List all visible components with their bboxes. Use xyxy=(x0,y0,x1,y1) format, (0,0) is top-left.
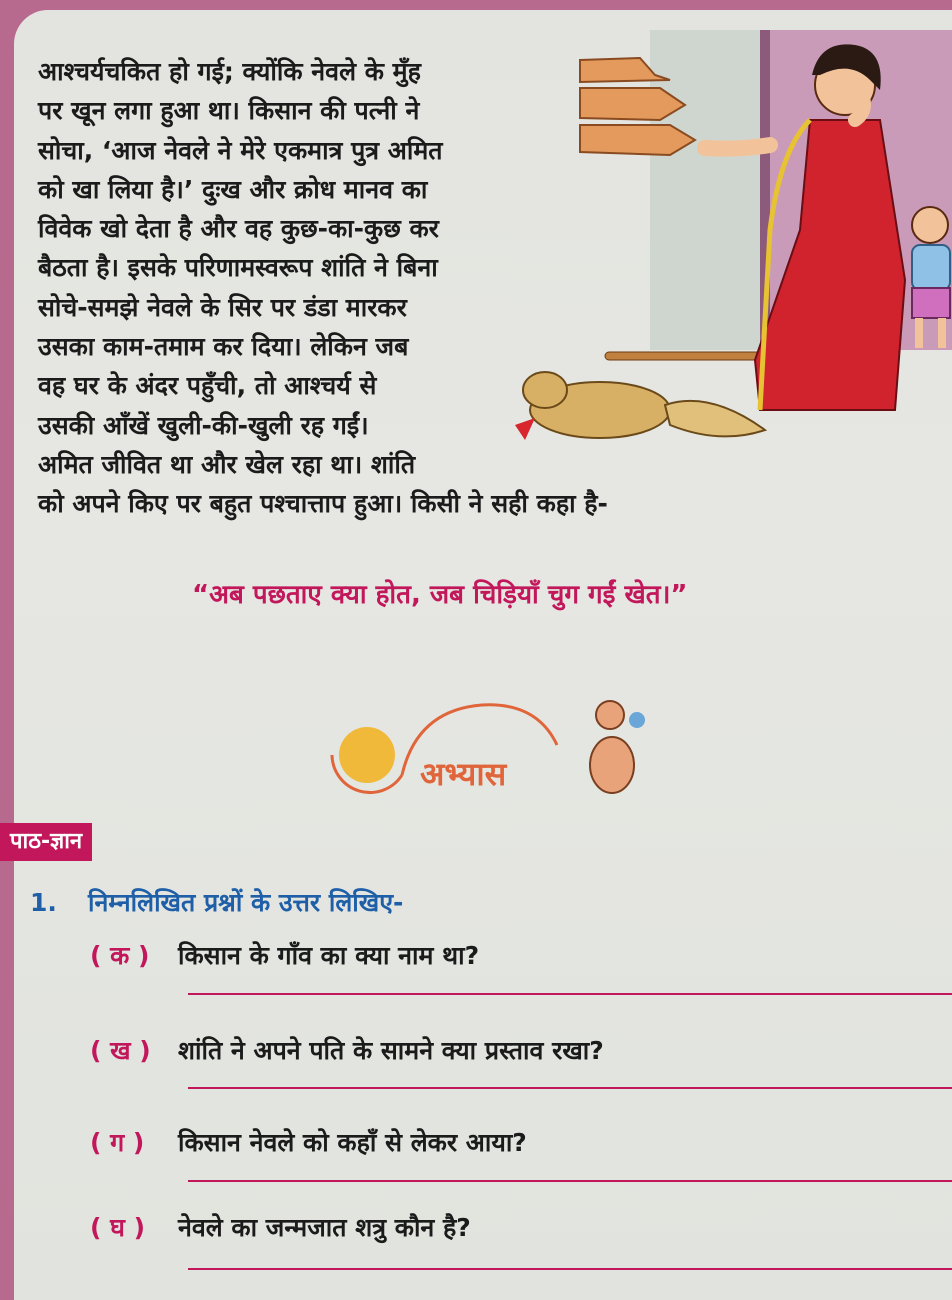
story-illustration xyxy=(510,30,952,490)
question-text: किसान के गाँव का क्या नाम था? xyxy=(178,941,480,970)
section-badge: पाठ-ज्ञान xyxy=(0,823,92,861)
story-text xyxy=(38,52,608,524)
story-line: विवेक खो देता है और वह कुछ-का-कुछ कर xyxy=(38,214,439,244)
door-panel xyxy=(650,30,765,350)
story-line: को अपने किए पर बहुत पश्चात्ताप हुआ। किसी ने सही कहा है- xyxy=(38,489,608,519)
question-item xyxy=(90,1125,527,1159)
question-text: किसान नेवले को कहाँ से लेकर आया? xyxy=(178,1128,527,1157)
question-item xyxy=(90,1033,604,1067)
answer-line[interactable] xyxy=(188,1180,952,1182)
question-number: 1. xyxy=(30,888,57,917)
stick xyxy=(605,352,765,360)
question-label: ( ख ) xyxy=(90,1036,151,1065)
sun-icon xyxy=(339,727,395,783)
story-line: को खा लिया है।’ दुःख और क्रोध मानव का xyxy=(38,174,428,204)
question-heading xyxy=(30,885,403,919)
story-line: वह घर के अंदर पहुँची, तो आश्चर्य से xyxy=(38,371,377,401)
story-line: पर खून लगा हुआ था। किसान की पत्नी ने xyxy=(38,96,420,126)
proverb-quote: “अब पछताए क्या होत, जब चिड़ियाँ चुग गईं खेत।” xyxy=(192,580,688,610)
tortoise-mascot-icon xyxy=(590,701,645,793)
story-line: उसका काम-तमाम कर दिया। लेकिन जब xyxy=(38,332,409,362)
answer-line[interactable] xyxy=(188,993,952,995)
story-line: अमित जीवित था और खेल रहा था। शांति xyxy=(38,449,416,479)
answer-line[interactable] xyxy=(188,1268,952,1270)
question-text: नेवले का जन्मजात शत्रु कौन है? xyxy=(178,1213,471,1242)
story-line: बैठता है। इसके परिणामस्वरूप शांति ने बिना xyxy=(38,253,438,283)
story-line: उसकी आँखें खुली-की-खुली रह गईं। xyxy=(38,410,369,440)
question-text: शांति ने अपने पति के सामने क्या प्रस्ताव रखा? xyxy=(178,1036,604,1065)
question-label: ( घ ) xyxy=(90,1213,146,1242)
question-label: ( क ) xyxy=(90,941,150,970)
answer-line[interactable] xyxy=(188,1087,952,1089)
story-line: सोचे-समझे नेवले के सिर पर डंडा मारकर xyxy=(38,292,407,322)
abhyas-heading: अभ्यास xyxy=(420,755,507,793)
question-item xyxy=(90,938,479,972)
question-item xyxy=(90,1210,471,1244)
question-title: निम्नलिखित प्रश्नों के उत्तर लिखिए- xyxy=(88,888,404,917)
story-line: सोचा, ‘आज नेवले ने मेरे एकमात्र पुत्र अमित xyxy=(38,135,443,165)
story-line: आश्चर्यचकित हो गई; क्योंकि नेवले के मुँह xyxy=(38,57,421,86)
question-label: ( ग ) xyxy=(90,1128,145,1157)
